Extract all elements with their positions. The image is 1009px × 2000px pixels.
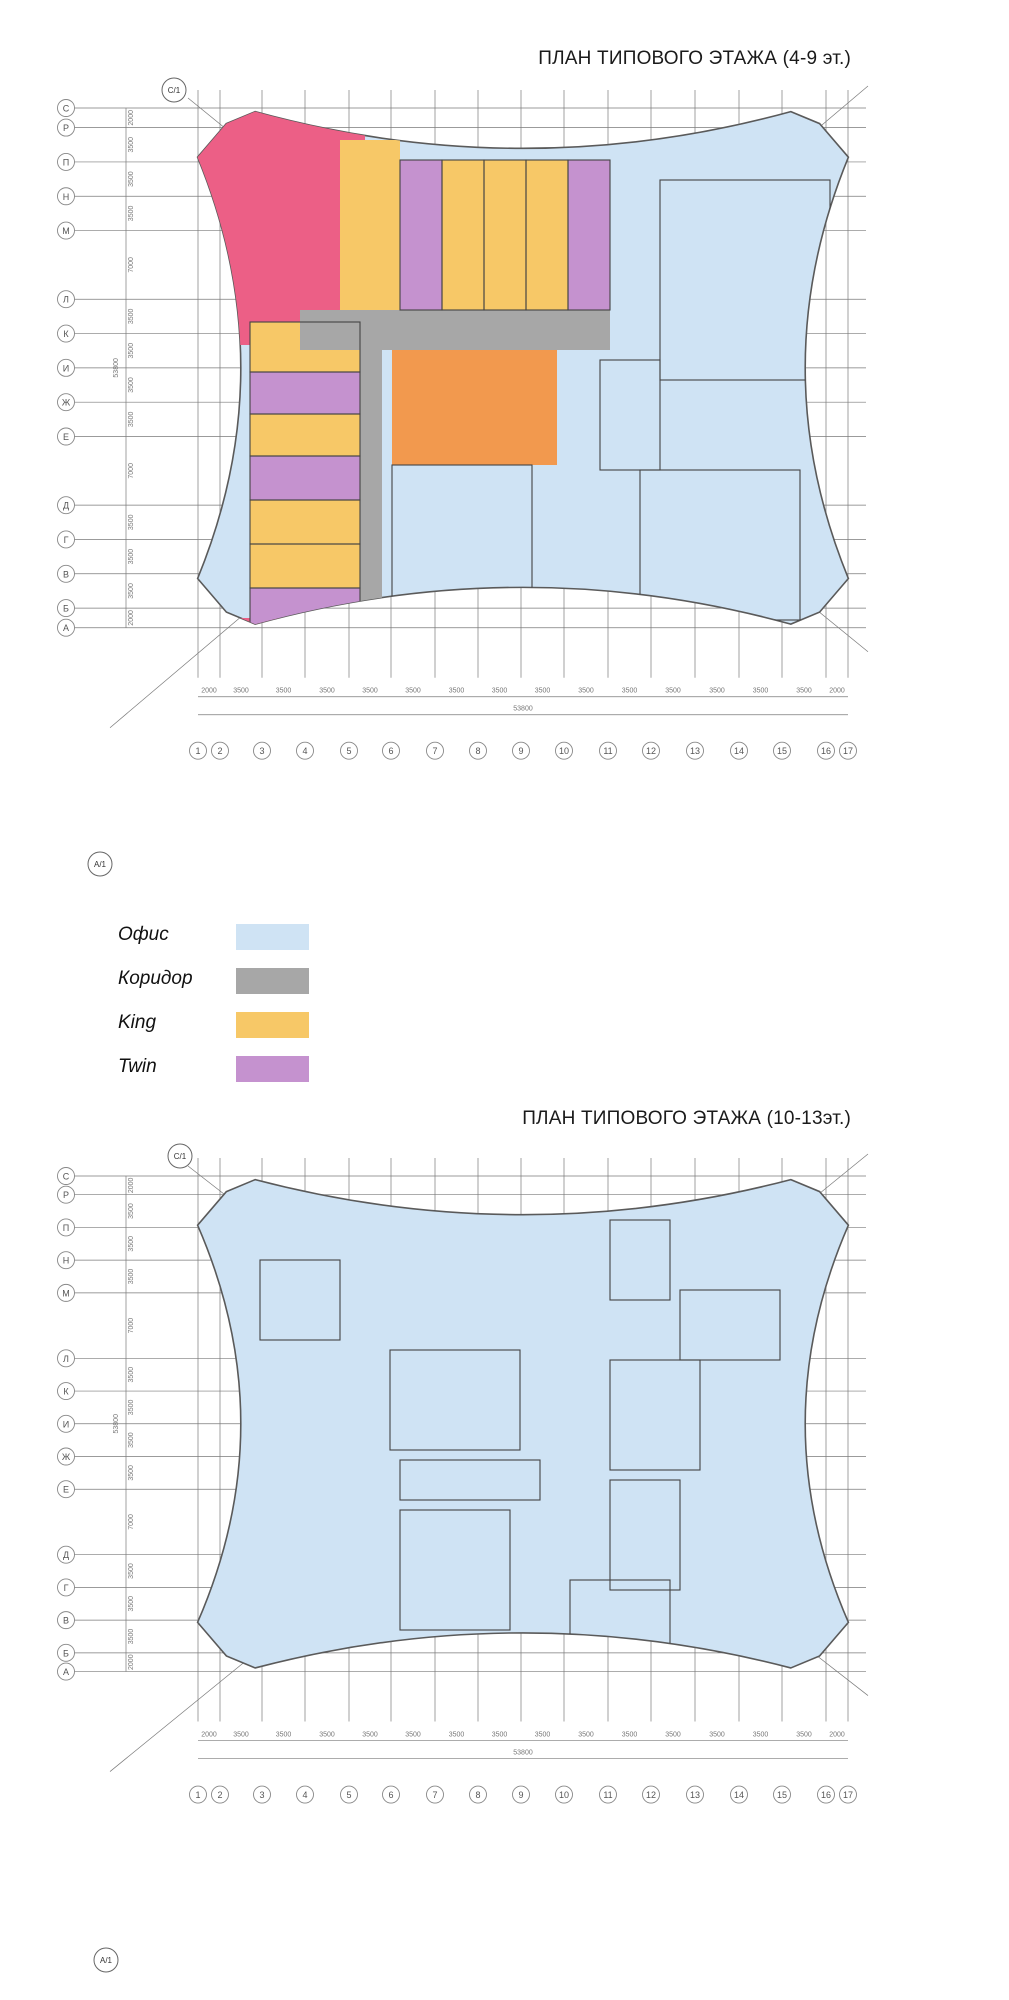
column-axis-marker (427, 1786, 444, 1803)
row-spacing-label: 3500 (128, 377, 135, 393)
row-axis-marker (58, 359, 75, 376)
row-spacing-label: 2000 (128, 110, 135, 126)
row-spacing-label: 7000 (128, 257, 135, 273)
row-axis-marker (58, 531, 75, 548)
row-spacing-label: 3500 (128, 548, 135, 565)
column-axis-label: 3 (259, 746, 265, 757)
row-axis-label: Л (63, 294, 69, 305)
row-axis-label: К (63, 329, 69, 340)
row-axis-label: П (62, 1222, 70, 1233)
row-axis-label: А (62, 1667, 70, 1678)
row-axis-label: Н (62, 1255, 70, 1266)
column-axis-marker (470, 742, 487, 759)
row-axis-label: С (62, 103, 70, 114)
row-axis-marker (58, 325, 75, 342)
row-spacing-label: 3500 (128, 136, 135, 153)
row-axis-marker (58, 291, 75, 308)
row-axis-label: Ж (61, 397, 71, 408)
column-axis-marker (600, 742, 617, 759)
row-axis-label: В (62, 1615, 70, 1626)
floor-plan-10-13 (0, 1140, 1009, 2000)
row-axis-label: М (62, 226, 70, 237)
room-outline (575, 610, 695, 700)
legend-label-king: King (118, 1012, 157, 1033)
zone-king (250, 500, 360, 544)
column-axis-marker (731, 1786, 748, 1803)
row-axis-marker (58, 1415, 75, 1432)
column-spacing-label: 3500 (578, 687, 594, 695)
row-axis-marker (58, 1448, 75, 1465)
row-spacing-label: 3500 (128, 1432, 135, 1448)
column-axis-label: 12 (645, 1790, 657, 1801)
zone-king (442, 160, 484, 310)
zone-king (340, 140, 400, 320)
row-axis-label: Г (63, 534, 69, 545)
building-footprint (198, 1180, 849, 1668)
column-axis-marker (774, 742, 791, 759)
column-axis-label: 8 (475, 746, 481, 757)
row-axis-label: Л (63, 1353, 69, 1364)
column-axis-label: 6 (388, 1790, 394, 1801)
zone-king (526, 160, 568, 310)
row-spacing-label: 7000 (128, 1317, 135, 1334)
row-spacing-label: 2000 (128, 1177, 135, 1194)
row-axis-label: К (63, 1386, 69, 1397)
column-total-label: 53800 (513, 1749, 533, 1757)
row-axis-marker (58, 1252, 75, 1269)
column-axis-marker (513, 1786, 530, 1803)
column-spacing-label: 3500 (319, 687, 335, 695)
column-axis-label: 1 (195, 1790, 201, 1801)
column-spacing-label: 3500 (796, 1731, 812, 1739)
corner-label-top: С/1 (173, 1152, 187, 1161)
column-spacing-label: 3500 (362, 1731, 378, 1739)
zone-corridor (360, 310, 382, 690)
column-spacing-label: 2000 (829, 1731, 845, 1739)
column-spacing-label: 3500 (534, 687, 551, 695)
column-axis-label: 17 (842, 746, 854, 757)
row-axis-marker (58, 428, 75, 445)
column-axis-marker (470, 1786, 487, 1803)
row-axis-label: В (62, 569, 70, 580)
row-axis-label: Е (62, 1484, 70, 1495)
row-axis-marker (58, 1168, 75, 1185)
row-spacing-label: 3500 (128, 1595, 135, 1612)
column-axis-marker (383, 1786, 400, 1803)
column-axis-marker (254, 742, 271, 759)
column-axis-label: 14 (733, 1790, 745, 1801)
column-axis-marker (341, 1786, 358, 1803)
row-spacing-label: 3500 (128, 1563, 135, 1579)
column-spacing-label: 3500 (275, 1731, 292, 1739)
column-axis-label: 15 (776, 746, 788, 757)
zone-twin (400, 160, 442, 310)
column-axis-label: 5 (346, 746, 352, 757)
plan-title-floors-10-13: ПЛАН ТИПОВОГО ЭТАЖА (10-13эт.) (522, 1108, 851, 1129)
column-axis-label: 9 (518, 1790, 524, 1801)
legend-item-king (118, 1006, 338, 1050)
zone-twin (250, 456, 360, 500)
row-spacing-label: 3500 (128, 514, 135, 531)
column-spacing-label: 3500 (665, 1731, 681, 1739)
plan-title-floors-4-9: ПЛАН ТИПОВОГО ЭТАЖА (4-9 эт.) (538, 48, 851, 69)
row-axis-marker (58, 1350, 75, 1367)
column-spacing-label: 2000 (201, 1731, 217, 1739)
column-axis-label: 1 (195, 746, 201, 757)
row-axis-marker (58, 1644, 75, 1661)
column-axis-marker (643, 1786, 660, 1803)
row-axis-marker (58, 100, 75, 117)
column-spacing-label: 3500 (709, 687, 725, 695)
column-axis-marker (731, 742, 748, 759)
row-axis-label: Г (63, 1582, 69, 1593)
row-axis-label: С (62, 1171, 70, 1182)
row-spacing-label: 3500 (128, 1203, 135, 1219)
zone-suite (190, 618, 365, 818)
column-spacing-label: 3500 (578, 1731, 594, 1739)
row-axis-marker (58, 119, 75, 136)
column-axis-label: 15 (776, 1790, 788, 1801)
row-spacing-label: 3500 (128, 1235, 135, 1252)
corner-marker-bottom (94, 1948, 118, 1972)
column-spacing-label: 3500 (362, 687, 378, 695)
column-spacing-label: 3500 (752, 1731, 769, 1739)
row-spacing-label: 3500 (128, 308, 135, 325)
row-spacing-label: 3500 (128, 205, 135, 222)
column-axis-marker (297, 742, 314, 759)
column-spacing-label: 3500 (491, 687, 508, 695)
zone-core (392, 605, 432, 635)
row-spacing-label: 3500 (128, 1268, 135, 1285)
row-axis-label: Б (63, 603, 69, 614)
floor-plan-4-9 (0, 70, 1009, 890)
column-axis-marker (190, 1786, 207, 1803)
corner-marker-top (168, 1144, 192, 1168)
corner-label-top: С/1 (167, 86, 181, 95)
row-total-label: 53800 (113, 1414, 120, 1434)
zone-suite (190, 110, 365, 345)
column-axis-label: 12 (645, 746, 657, 757)
legend-label-twin: Twin (118, 1056, 157, 1077)
row-axis-label: И (62, 1419, 70, 1430)
legend (118, 918, 338, 1094)
column-axis-label: 17 (842, 1790, 854, 1801)
column-spacing-label: 3500 (665, 687, 681, 695)
column-axis-marker (513, 742, 530, 759)
row-axis-marker (58, 394, 75, 411)
column-spacing-label: 3500 (621, 687, 638, 695)
row-axis-marker (58, 1186, 75, 1203)
column-axis-label: 8 (475, 1790, 481, 1801)
row-axis-marker (58, 1481, 75, 1498)
zone-king (250, 544, 360, 588)
zone-corridor (300, 310, 610, 350)
zone-twin (568, 160, 610, 310)
column-axis-label: 7 (432, 746, 438, 757)
column-axis-marker (254, 1786, 271, 1803)
row-axis-label: Д (62, 500, 70, 511)
zone-twin (250, 372, 360, 414)
column-axis-label: 16 (820, 746, 832, 757)
column-spacing-label: 3500 (319, 1731, 335, 1739)
row-axis-marker (58, 1579, 75, 1596)
legend-label-corridor: Коридор (118, 968, 193, 989)
column-spacing-label: 3500 (621, 1731, 638, 1739)
room-outline (330, 1700, 390, 1780)
column-axis-marker (427, 742, 444, 759)
row-spacing-label: 7000 (128, 463, 135, 479)
column-axis-label: 10 (558, 1790, 570, 1801)
legend-item-office (118, 918, 338, 962)
column-axis-marker (643, 742, 660, 759)
row-axis-label: Ж (61, 1452, 71, 1462)
column-spacing-label: 3500 (233, 687, 249, 695)
legend-swatch-corridor (236, 968, 309, 994)
column-spacing-label: 2000 (201, 687, 217, 695)
column-axis-marker (556, 1786, 573, 1803)
column-axis-marker (818, 742, 835, 759)
row-spacing-label: 3500 (128, 171, 135, 187)
row-spacing-label: 3500 (128, 583, 135, 599)
column-spacing-label: 3500 (752, 687, 769, 695)
column-axis-label: 13 (689, 746, 701, 757)
row-axis-marker (58, 565, 75, 582)
row-axis-label: П (62, 157, 70, 168)
column-axis-label: 9 (518, 746, 524, 757)
column-axis-marker (212, 1786, 229, 1803)
row-axis-marker (58, 1383, 75, 1400)
column-axis-label: 4 (302, 746, 308, 757)
row-axis-label: Е (62, 432, 70, 443)
column-spacing-label: 3500 (709, 1731, 725, 1739)
column-total-label: 53800 (513, 705, 533, 713)
column-axis-marker (383, 742, 400, 759)
zone-king (484, 160, 526, 310)
row-axis-label: И (62, 363, 70, 374)
row-spacing-label: 2000 (128, 1654, 135, 1670)
column-axis-label: 4 (302, 1790, 308, 1801)
row-axis-label: А (62, 623, 70, 634)
zone-corridor (380, 635, 560, 671)
zone-core (392, 1740, 437, 1880)
row-axis-marker (58, 222, 75, 239)
column-axis-marker (190, 742, 207, 759)
column-axis-label: 13 (689, 1790, 701, 1801)
column-axis-label: 2 (217, 1790, 223, 1801)
legend-swatch-twin (236, 1056, 309, 1082)
column-axis-label: 11 (603, 1790, 613, 1801)
column-axis-marker (840, 742, 857, 759)
legend-item-twin (118, 1050, 338, 1094)
row-spacing-label: 7000 (128, 1514, 135, 1530)
column-spacing-label: 3500 (491, 1731, 508, 1739)
column-spacing-label: 3500 (233, 1731, 249, 1739)
column-axis-label: 7 (432, 1790, 438, 1801)
column-axis-marker (556, 742, 573, 759)
column-axis-marker (840, 1786, 857, 1803)
row-axis-marker (58, 600, 75, 617)
column-axis-label: 11 (603, 746, 613, 757)
legend-item-corridor (118, 962, 338, 1006)
column-spacing-label: 3500 (796, 687, 812, 695)
column-axis-marker (687, 742, 704, 759)
row-axis-marker (58, 1219, 75, 1236)
column-spacing-label: 3500 (448, 687, 465, 695)
column-spacing-label: 3500 (275, 687, 292, 695)
column-spacing-label: 3500 (448, 1731, 465, 1739)
row-axis-label: Р (62, 1190, 70, 1201)
row-spacing-label: 3500 (128, 1366, 135, 1383)
row-total-label: 53800 (113, 358, 120, 378)
row-axis-label: Н (62, 191, 70, 202)
column-axis-label: 10 (558, 746, 570, 757)
corner-label-bottom: А/1 (99, 1956, 113, 1965)
zone-king (250, 414, 360, 456)
row-axis-marker (58, 1663, 75, 1680)
row-axis-marker (58, 153, 75, 170)
column-axis-label: 16 (820, 1790, 832, 1801)
row-axis-marker (58, 619, 75, 636)
column-axis-marker (212, 742, 229, 759)
row-axis-label: Б (63, 1648, 69, 1659)
row-axis-label: Д (62, 1550, 70, 1561)
row-spacing-label: 2000 (128, 610, 135, 626)
column-axis-marker (687, 1786, 704, 1803)
row-axis-label: М (62, 1288, 70, 1299)
column-axis-marker (774, 1786, 791, 1803)
corner-label-bottom: А/1 (93, 860, 107, 869)
legend-swatch-office (236, 924, 309, 950)
row-axis-marker (58, 188, 75, 205)
column-axis-marker (297, 1786, 314, 1803)
row-spacing-label: 3500 (128, 411, 135, 428)
row-spacing-label: 3500 (128, 342, 135, 359)
row-spacing-label: 3500 (128, 1465, 135, 1481)
corner-marker-top (162, 78, 186, 102)
row-spacing-label: 3500 (128, 1399, 135, 1416)
column-axis-label: 14 (733, 746, 745, 757)
column-axis-marker (341, 742, 358, 759)
column-axis-label: 3 (259, 1790, 265, 1801)
column-axis-marker (600, 1786, 617, 1803)
corner-marker-bottom (88, 852, 112, 876)
zone-core (392, 350, 557, 465)
row-axis-marker (58, 1612, 75, 1629)
row-axis-marker (58, 1546, 75, 1563)
column-spacing-label: 2000 (829, 687, 845, 695)
column-spacing-label: 3500 (405, 687, 421, 695)
legend-label-office: Офис (118, 924, 169, 945)
row-axis-marker (58, 497, 75, 514)
column-axis-label: 6 (388, 746, 394, 757)
column-axis-marker (818, 1786, 835, 1803)
legend-swatch-king (236, 1012, 309, 1038)
column-axis-label: 5 (346, 1790, 352, 1801)
row-spacing-label: 3500 (128, 1628, 135, 1645)
column-axis-label: 2 (217, 746, 223, 757)
row-axis-label: Р (62, 123, 70, 134)
column-spacing-label: 3500 (534, 1731, 551, 1739)
column-spacing-label: 3500 (405, 1731, 421, 1739)
row-axis-marker (58, 1284, 75, 1301)
